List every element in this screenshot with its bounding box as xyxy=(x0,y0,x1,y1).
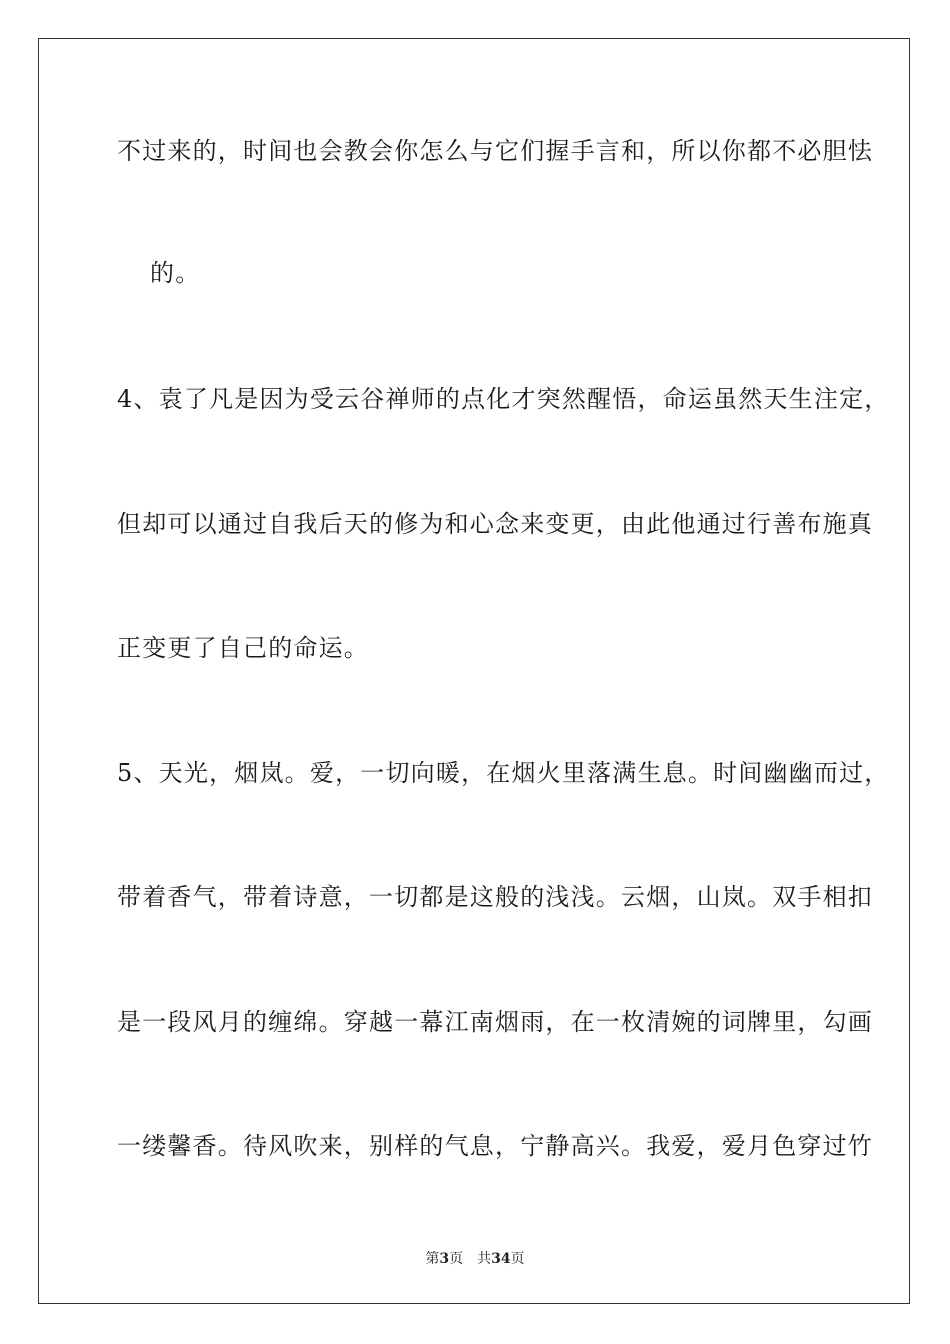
total-prefix: 共 xyxy=(477,1251,492,1267)
text-line: 的。 xyxy=(150,259,201,287)
text-line: 带着香气，带着诗意，一切都是这般的浅浅。云烟，山岚。双手相扣 xyxy=(117,883,873,911)
page-suffix: 页 xyxy=(449,1251,464,1267)
total-suffix: 页 xyxy=(510,1251,525,1267)
text-line: 5、天光，烟岚。爱，一切向暖，在烟火里落满生息。时间幽幽而过， xyxy=(117,759,890,787)
text-line: 一缕馨香。待风吹来，别样的气息，宁静高兴。我爱，爱月色穿过竹 xyxy=(117,1132,873,1160)
page-prefix: 第 xyxy=(425,1251,440,1267)
text-line: 但却可以通过自我后天的修为和心念来变更，由此他通过行善布施真 xyxy=(117,510,873,538)
page-number: 3 xyxy=(439,1251,450,1267)
total-pages: 34 xyxy=(491,1251,511,1267)
page-border xyxy=(38,38,910,1304)
text-line: 正变更了自己的命运。 xyxy=(117,634,369,662)
text-line: 不过来的，时间也会教会你怎么与它们握手言和，所以你都不必胆怯 xyxy=(117,137,873,165)
text-line: 是一段风月的缠绵。穿越一幕江南烟雨，在一枚清婉的词牌里，勾画 xyxy=(117,1008,873,1036)
page-footer xyxy=(0,1250,950,1268)
text-line: 4、袁了凡是因为受云谷禅师的点化才突然醒悟，命运虽然天生注定， xyxy=(117,385,890,413)
